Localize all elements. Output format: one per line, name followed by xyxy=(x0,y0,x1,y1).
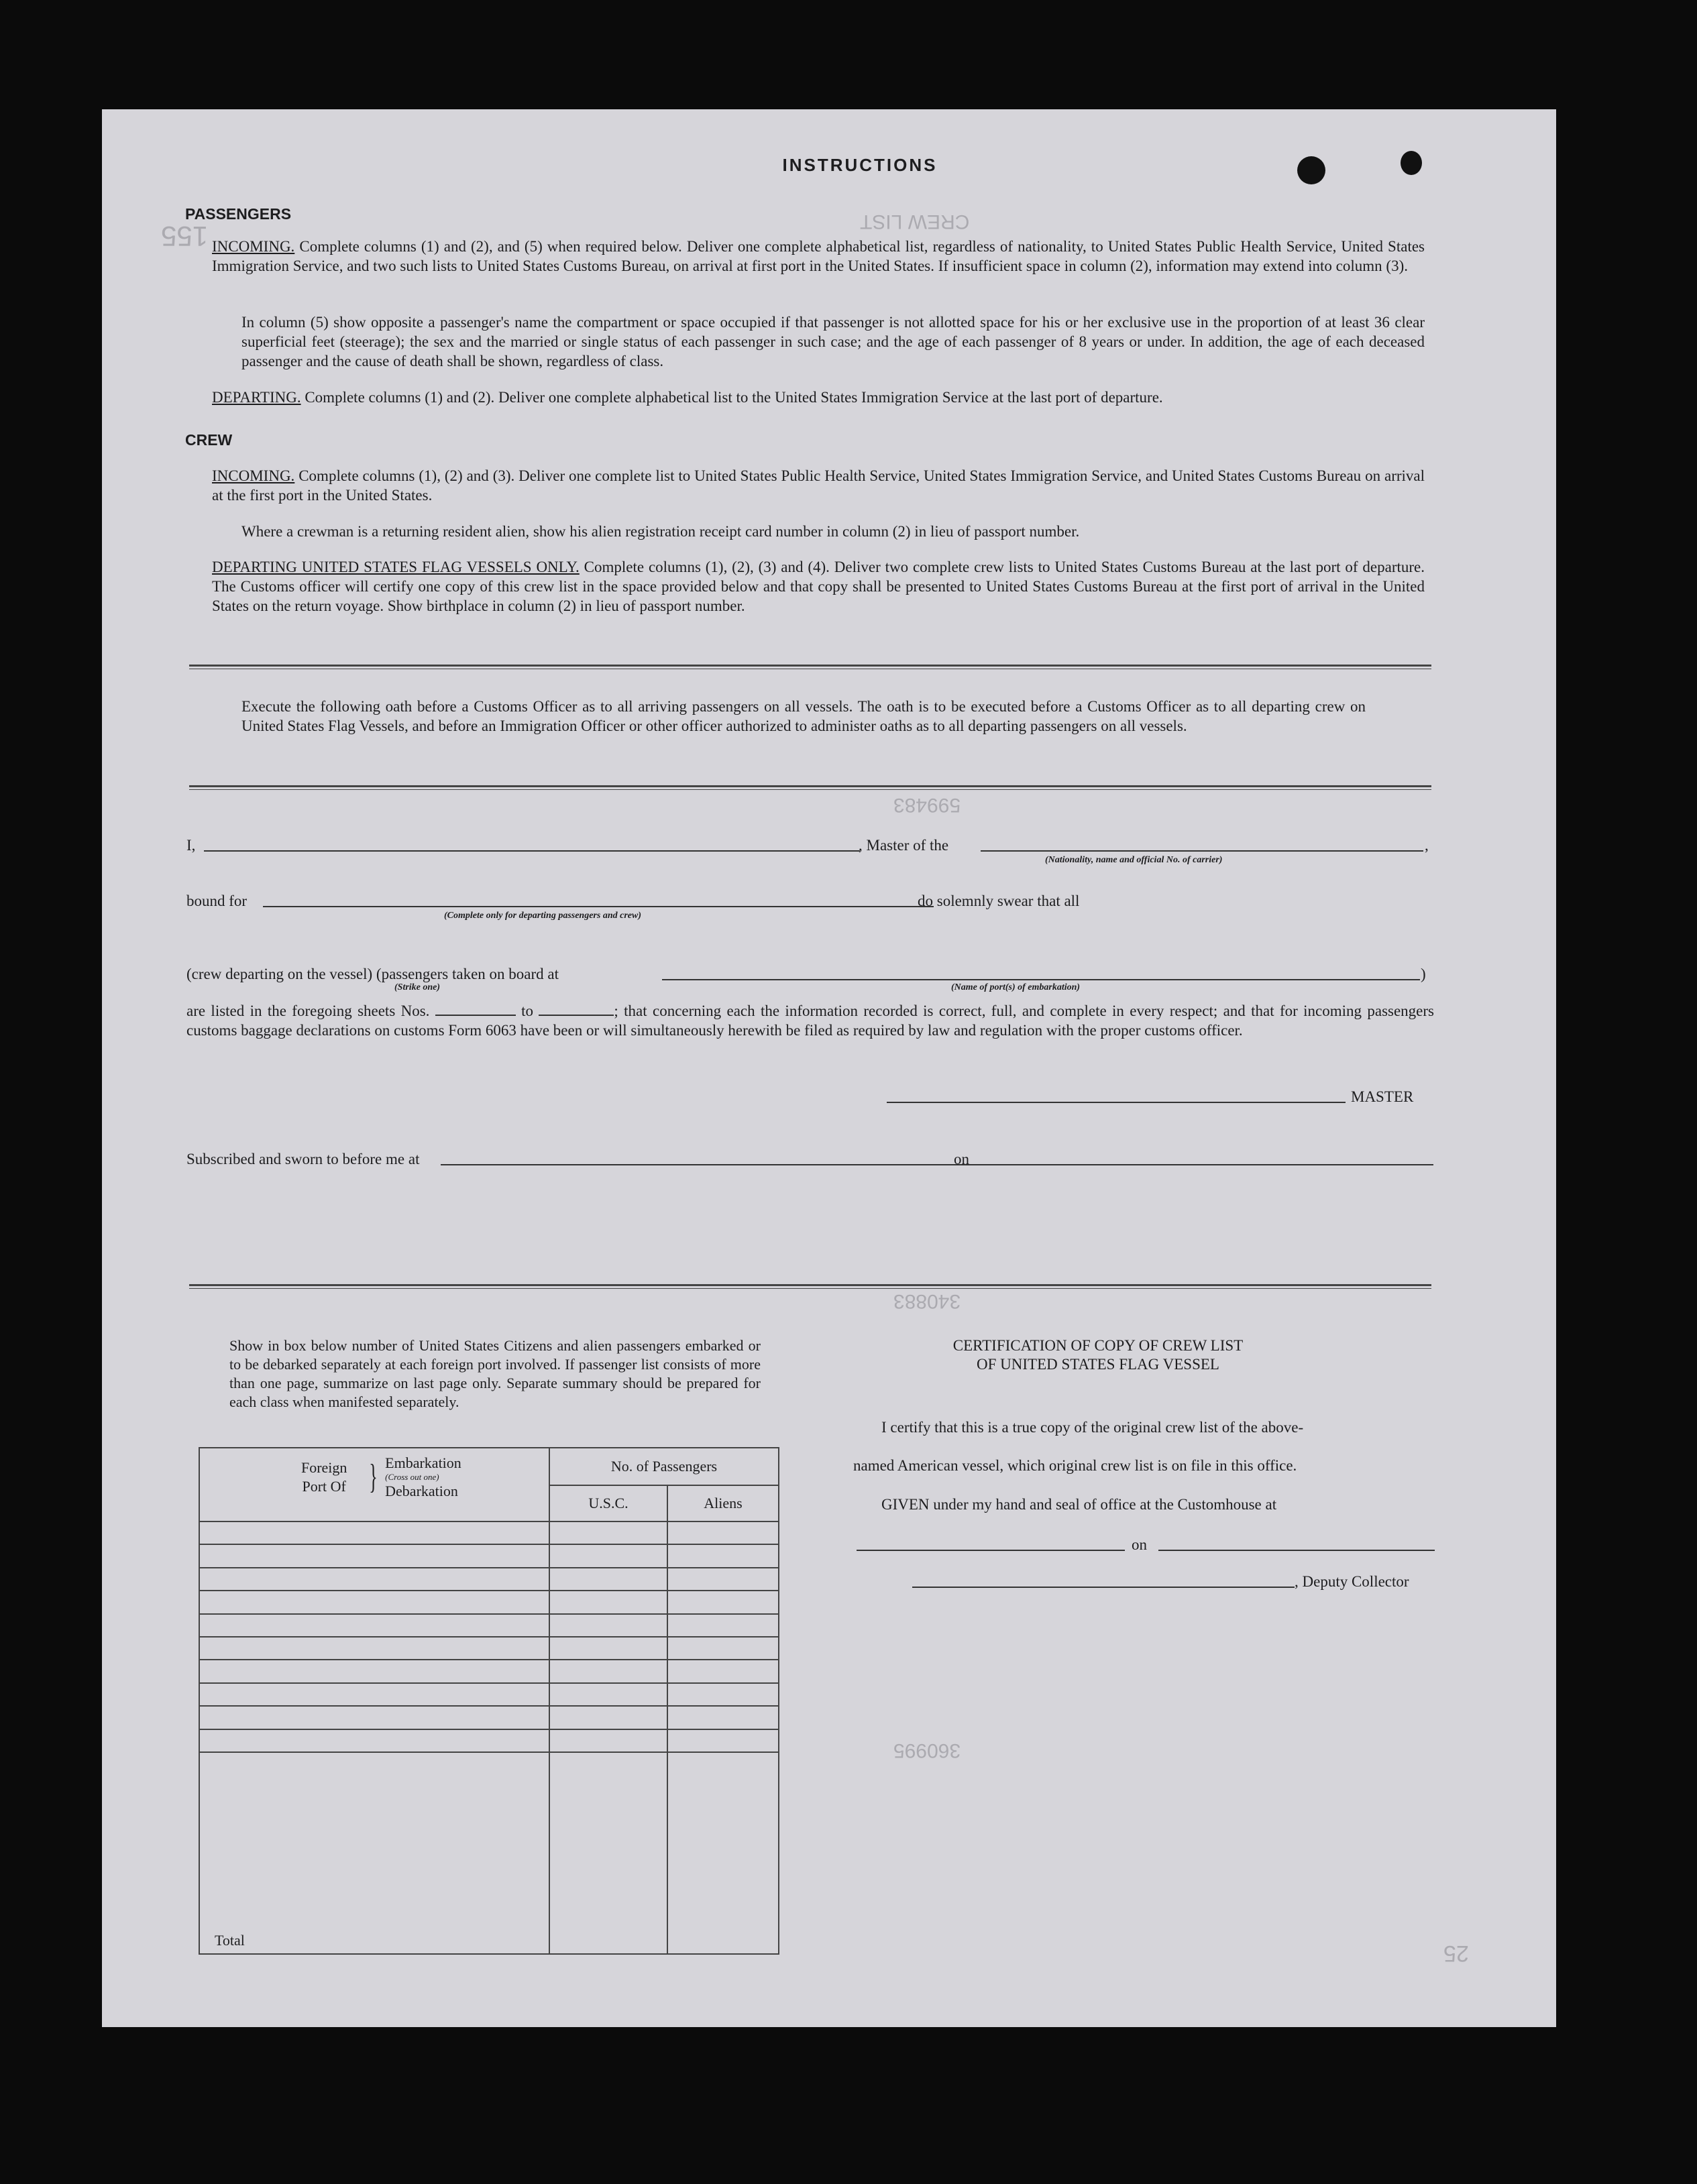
incoming-label: INCOMING. xyxy=(212,238,295,255)
to-label: to xyxy=(521,1002,534,1019)
usc-header: U.S.C. xyxy=(549,1485,667,1521)
port-cell[interactable] xyxy=(199,1544,549,1567)
bleed-through-text: CREW LIST xyxy=(860,211,970,233)
bleed-through-mark: 155 xyxy=(161,221,209,252)
usc-cell[interactable] xyxy=(549,1521,667,1544)
usc-cell[interactable] xyxy=(549,1544,667,1567)
embarkation-port-field[interactable] xyxy=(662,979,1420,980)
aliens-cell[interactable] xyxy=(667,1591,779,1613)
total-aliens-cell[interactable] xyxy=(667,1752,779,1954)
usc-cell[interactable] xyxy=(549,1729,667,1752)
certify-text-2: named American vessel, which original crew list is on file in this office. xyxy=(853,1457,1297,1474)
port-cell[interactable] xyxy=(199,1521,549,1544)
aliens-header: Aliens xyxy=(667,1485,779,1521)
crew-heading: CREW xyxy=(185,431,233,449)
summary-divider xyxy=(189,1284,1431,1289)
comma: , xyxy=(1425,837,1429,854)
port-cell[interactable] xyxy=(199,1706,549,1729)
passengers-heading: PASSENGERS xyxy=(185,205,292,223)
certify-date-field[interactable] xyxy=(1158,1550,1435,1551)
bound-for-label: bound for xyxy=(186,893,248,909)
ink-blot-2 xyxy=(1401,151,1422,175)
complete-only-note: (Complete only for departing passengers and crew) xyxy=(444,911,641,921)
debarkation-label: Debarkation xyxy=(385,1483,458,1499)
customhouse-field[interactable] xyxy=(857,1550,1125,1551)
certification-title-line1: CERTIFICATION OF COPY OF CREW LIST xyxy=(952,1337,1244,1354)
port-cell[interactable] xyxy=(199,1683,549,1706)
departing-text: Complete columns (1) and (2). Deliver one complete alphabetical list to the United States Immigration Service at the last port of departure. xyxy=(305,389,1163,406)
bound-for-field[interactable] xyxy=(263,906,934,907)
usc-cell[interactable] xyxy=(549,1614,667,1637)
port-cell[interactable] xyxy=(199,1614,549,1637)
bleed-through-number-3: 360995 xyxy=(893,1739,961,1762)
crew-departing-label-oath: (crew departing on the vessel) (passengers taken on board at xyxy=(186,966,559,982)
port-cell[interactable] xyxy=(199,1660,549,1682)
do-solemnly-label: do solemnly swear that all xyxy=(918,893,1080,909)
sheet-to-field[interactable] xyxy=(539,1015,614,1016)
close-paren: ) xyxy=(1421,966,1426,982)
incoming-text: Complete columns (1) and (2), and (5) when required below. Deliver one complete alphabetical list, regardless of nationality, to United States Public Health Service, United States Immigration Service, and two such lists to United States Customs Bureau, on arrival at first port in the United States. If insufficient space in column (2), information may extend into column (3). xyxy=(212,238,1425,274)
aliens-cell[interactable] xyxy=(667,1521,779,1544)
carrier-field[interactable] xyxy=(981,850,1423,852)
usc-cell[interactable] xyxy=(549,1683,667,1706)
aliens-cell[interactable] xyxy=(667,1544,779,1567)
listed-statement xyxy=(186,1001,1434,1040)
usc-cell[interactable] xyxy=(549,1568,667,1591)
listed-prefix: are listed in the foregoing sheets Nos. xyxy=(186,1002,430,1019)
passengers-departing-instructions xyxy=(212,388,1425,407)
table-row xyxy=(199,1637,779,1660)
aliens-cell[interactable] xyxy=(667,1683,779,1706)
deputy-signature-field[interactable] xyxy=(912,1587,1295,1588)
port-cell[interactable] xyxy=(199,1729,549,1752)
port-cell[interactable] xyxy=(199,1568,549,1591)
sheet-from-field[interactable] xyxy=(435,1015,516,1016)
port-cell[interactable] xyxy=(199,1637,549,1660)
total-label: Total xyxy=(199,1752,549,1954)
aliens-cell[interactable] xyxy=(667,1614,779,1637)
crew-incoming-text: Complete columns (1), (2) and (3). Deliver one complete list to United States Public Health Service, United States Immigration Service, and United States Customs Bureau on arrival at the first port in the United States. xyxy=(212,467,1425,504)
foreign-port-of-label: Foreign Port Of xyxy=(300,1459,347,1495)
aliens-cell[interactable] xyxy=(667,1729,779,1752)
table-row xyxy=(199,1683,779,1706)
master-name-field[interactable] xyxy=(204,850,860,852)
master-of-the-label: , Master of the xyxy=(859,837,949,854)
total-row xyxy=(199,1752,779,1954)
crew-departing-text: Complete columns (1), (2), (3) and (4). Deliver two complete crew lists to United States Customs Bureau at the last port of departure. The Customs officer will certify one copy of this crew list in the space provided below and that copy shall be presented to United States Customs Bureau at the first port of arrival in the United States on the return voyage. Show birthplace in column (2) in lieu of passport number. xyxy=(212,559,1425,614)
column5-instructions: In column (5) show opposite a passenger's name the compartment or space occupied if that passenger is not allotted space for his or her exclusive use in the proportion of at least 36 clear superficial feet (steerage); the sex and the married or single status of each passenger in such case; and the age of each passenger of 8 years or under. In addition, the age of each deceased passenger and the cause of death shall be shown, regardless of class. xyxy=(241,314,1425,369)
crew-departing-label: DEPARTING UNITED STATES FLAG VESSELS ONLY. xyxy=(212,559,580,575)
port-header xyxy=(199,1448,549,1521)
table-row xyxy=(199,1544,779,1567)
port-note: (Name of port(s) of embarkation) xyxy=(951,982,1081,992)
no-of-passengers-header: No. of Passengers xyxy=(549,1448,779,1485)
aliens-cell[interactable] xyxy=(667,1706,779,1729)
sworn-on-label: on xyxy=(954,1151,969,1167)
aliens-cell[interactable] xyxy=(667,1637,779,1660)
table-row xyxy=(199,1591,779,1613)
crew-departing-instructions xyxy=(212,557,1425,616)
usc-cell[interactable] xyxy=(549,1706,667,1729)
passengers-incoming-instructions xyxy=(212,237,1425,276)
certification-title xyxy=(890,1336,1306,1374)
table-row xyxy=(199,1706,779,1729)
crew-incoming-label: INCOMING. xyxy=(212,467,295,484)
oath-divider xyxy=(189,785,1431,790)
returning-resident-instructions: Where a crewman is a returning resident alien, show his alien registration receipt card number in column (2) in lieu of passport number. xyxy=(241,523,1080,540)
embarkation-label: Embarkation xyxy=(385,1454,461,1471)
certify-text-1: I certify that this is a true copy of the original crew list of the above- xyxy=(881,1419,1304,1436)
crew-incoming-instructions xyxy=(212,466,1425,505)
cross-out-note: (Cross out one) xyxy=(385,1472,439,1482)
table-row xyxy=(199,1729,779,1752)
table-row xyxy=(199,1614,779,1637)
sworn-place-field[interactable] xyxy=(441,1164,1018,1165)
strike-one-note: (Strike one) xyxy=(394,982,441,992)
table-row xyxy=(199,1521,779,1544)
nationality-note: (Nationality, name and official No. of carrier) xyxy=(1045,855,1223,865)
usc-cell[interactable] xyxy=(549,1660,667,1682)
subscribed-label: Subscribed and sworn to before me at xyxy=(186,1151,420,1167)
oath-intro: Execute the following oath before a Customs Officer as to all arriving passengers on all vessels. The oath is to be executed before a Customs Officer as to all departing crew on United States Flag Vessels, and before an Immigration Officer or other officer authorized to administer oaths as to all departing passengers on all vessels. xyxy=(241,698,1366,734)
master-signature-field[interactable] xyxy=(887,1102,1346,1103)
total-usc-cell[interactable] xyxy=(549,1752,667,1954)
port-cell[interactable] xyxy=(199,1591,549,1613)
summary-instructions: Show in box below number of United States Citizens and alien passengers embarked or to be debarked separately at each foreign port involved. If passenger list consists of more than one page, summarize on last page only. Separate summary should be prepared for each class when manifested separately. xyxy=(229,1337,761,1410)
form-sheet xyxy=(102,109,1556,2027)
aliens-cell[interactable] xyxy=(667,1568,779,1591)
sworn-date-field[interactable] xyxy=(981,1164,1433,1165)
master-label: MASTER xyxy=(1351,1088,1414,1105)
bleed-through-number: 599483 xyxy=(893,794,961,816)
usc-cell[interactable] xyxy=(549,1591,667,1613)
deputy-collector-label: , Deputy Collector xyxy=(1295,1573,1409,1590)
aliens-cell[interactable] xyxy=(667,1660,779,1682)
certify-text-3: GIVEN under my hand and seal of office at the Customhouse at xyxy=(881,1496,1277,1513)
table-row xyxy=(199,1660,779,1682)
bleed-through-number-2: 340883 xyxy=(893,1290,961,1312)
usc-cell[interactable] xyxy=(549,1637,667,1660)
section-divider xyxy=(189,665,1431,669)
page-title: INSTRUCTIONS xyxy=(782,155,938,175)
bleed-through-sheet-no: 25 xyxy=(1443,1941,1469,1966)
certification-title-line2: OF UNITED STATES FLAG VESSEL xyxy=(977,1356,1219,1373)
certify-on-label: on xyxy=(1132,1536,1147,1553)
table-row xyxy=(199,1568,779,1591)
departing-label: DEPARTING. xyxy=(212,389,301,406)
listed-suffix: ; that concerning each the information recorded is correct, full, and complete in every respect; and that for incoming passengers customs baggage declarations on customs Form 6063 have been or will simultaneously herewith be filed as required by law and regulation with the proper customs officer. xyxy=(186,1002,1435,1039)
brace: } xyxy=(368,1458,378,1496)
oath-i-label: I, xyxy=(186,837,196,854)
ink-blot xyxy=(1297,156,1325,184)
passenger-summary-table xyxy=(199,1447,779,1955)
